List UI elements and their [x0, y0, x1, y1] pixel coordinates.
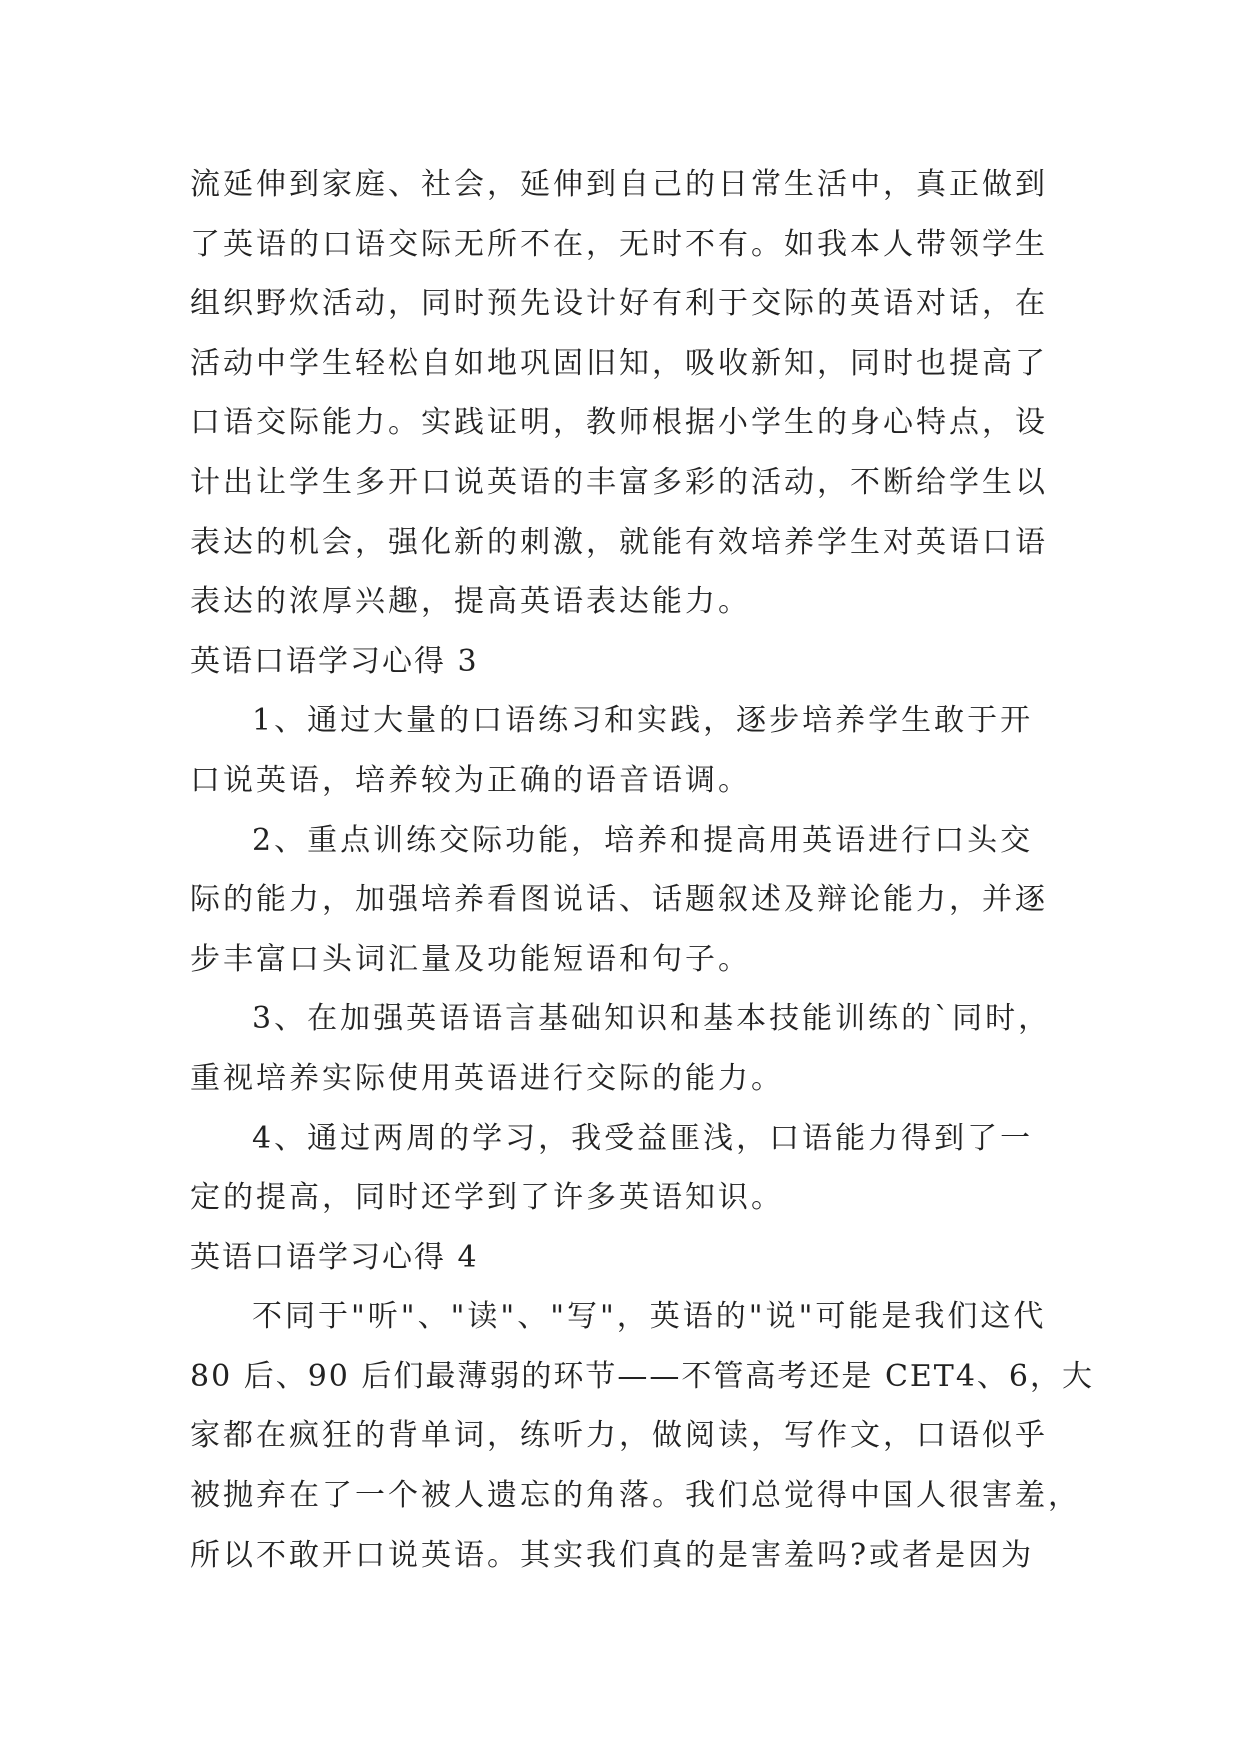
text-line: 2、重点训练交际功能，培养和提高用英语进行口头交	[252, 822, 1034, 858]
section-heading: 英语口语学习心得 3	[190, 643, 479, 679]
text-line: 际的能力，加强培养看图说话、话题叙述及辩论能力，并逐	[190, 882, 1048, 918]
text-line: 4、通过两周的学习，我受益匪浅，口语能力得到了一	[252, 1120, 1034, 1156]
text-line: 口说英语，培养较为正确的语音语调。	[190, 762, 751, 798]
text-line: 所以不敢开口说英语。其实我们真的是害羞吗?或者是因为	[190, 1537, 1035, 1573]
text-line: 了英语的口语交际无所不在，无时不有。如我本人带领学生	[190, 226, 1048, 262]
text-line: 家都在疯狂的背单词，练听力，做阅读，写作文，口语似乎	[190, 1418, 1048, 1454]
text-line: 组织野炊活动，同时预先设计好有利于交际的英语对话，在	[190, 286, 1048, 322]
text-line: 重视培养实际使用英语进行交际的能力。	[190, 1060, 784, 1096]
section-heading: 英语口语学习心得 4	[190, 1239, 479, 1275]
document-body	[190, 155, 1094, 1585]
text-line: 定的提高，同时还学到了许多英语知识。	[190, 1180, 784, 1216]
text-line: 3、在加强英语语言基础知识和基本技能训练的`同时，	[252, 1001, 1052, 1037]
text-line: 流延伸到家庭、社会，延伸到自己的日常生活中，真正做到	[190, 167, 1048, 202]
text-line: 计出让学生多开口说英语的丰富多彩的活动，不断给学生以	[190, 464, 1048, 500]
text-line: 口语交际能力。实践证明，教师根据小学生的身心特点，设	[190, 405, 1048, 441]
text-line: 步丰富口头词汇量及功能短语和句子。	[190, 941, 751, 977]
text-line: 1、通过大量的口语练习和实践，逐步培养学生敢于开	[252, 703, 1034, 739]
text-line: 活动中学生轻松自如地巩固旧知，吸收新知，同时也提高了	[190, 345, 1048, 381]
text-line: 不同于"听"、"读"、"写"，英语的"说"可能是我们这代	[252, 1299, 1047, 1335]
text-line: 80 后、90 后们最薄弱的环节——不管高考还是 CET4、6，大	[190, 1358, 1094, 1394]
text-line: 被抛弃在了一个被人遗忘的角落。我们总觉得中国人很害羞，	[190, 1478, 1081, 1514]
text-line: 表达的机会，强化新的刺激，就能有效培养学生对英语口语	[190, 524, 1048, 560]
text-line: 表达的浓厚兴趣，提高英语表达能力。	[190, 584, 751, 620]
